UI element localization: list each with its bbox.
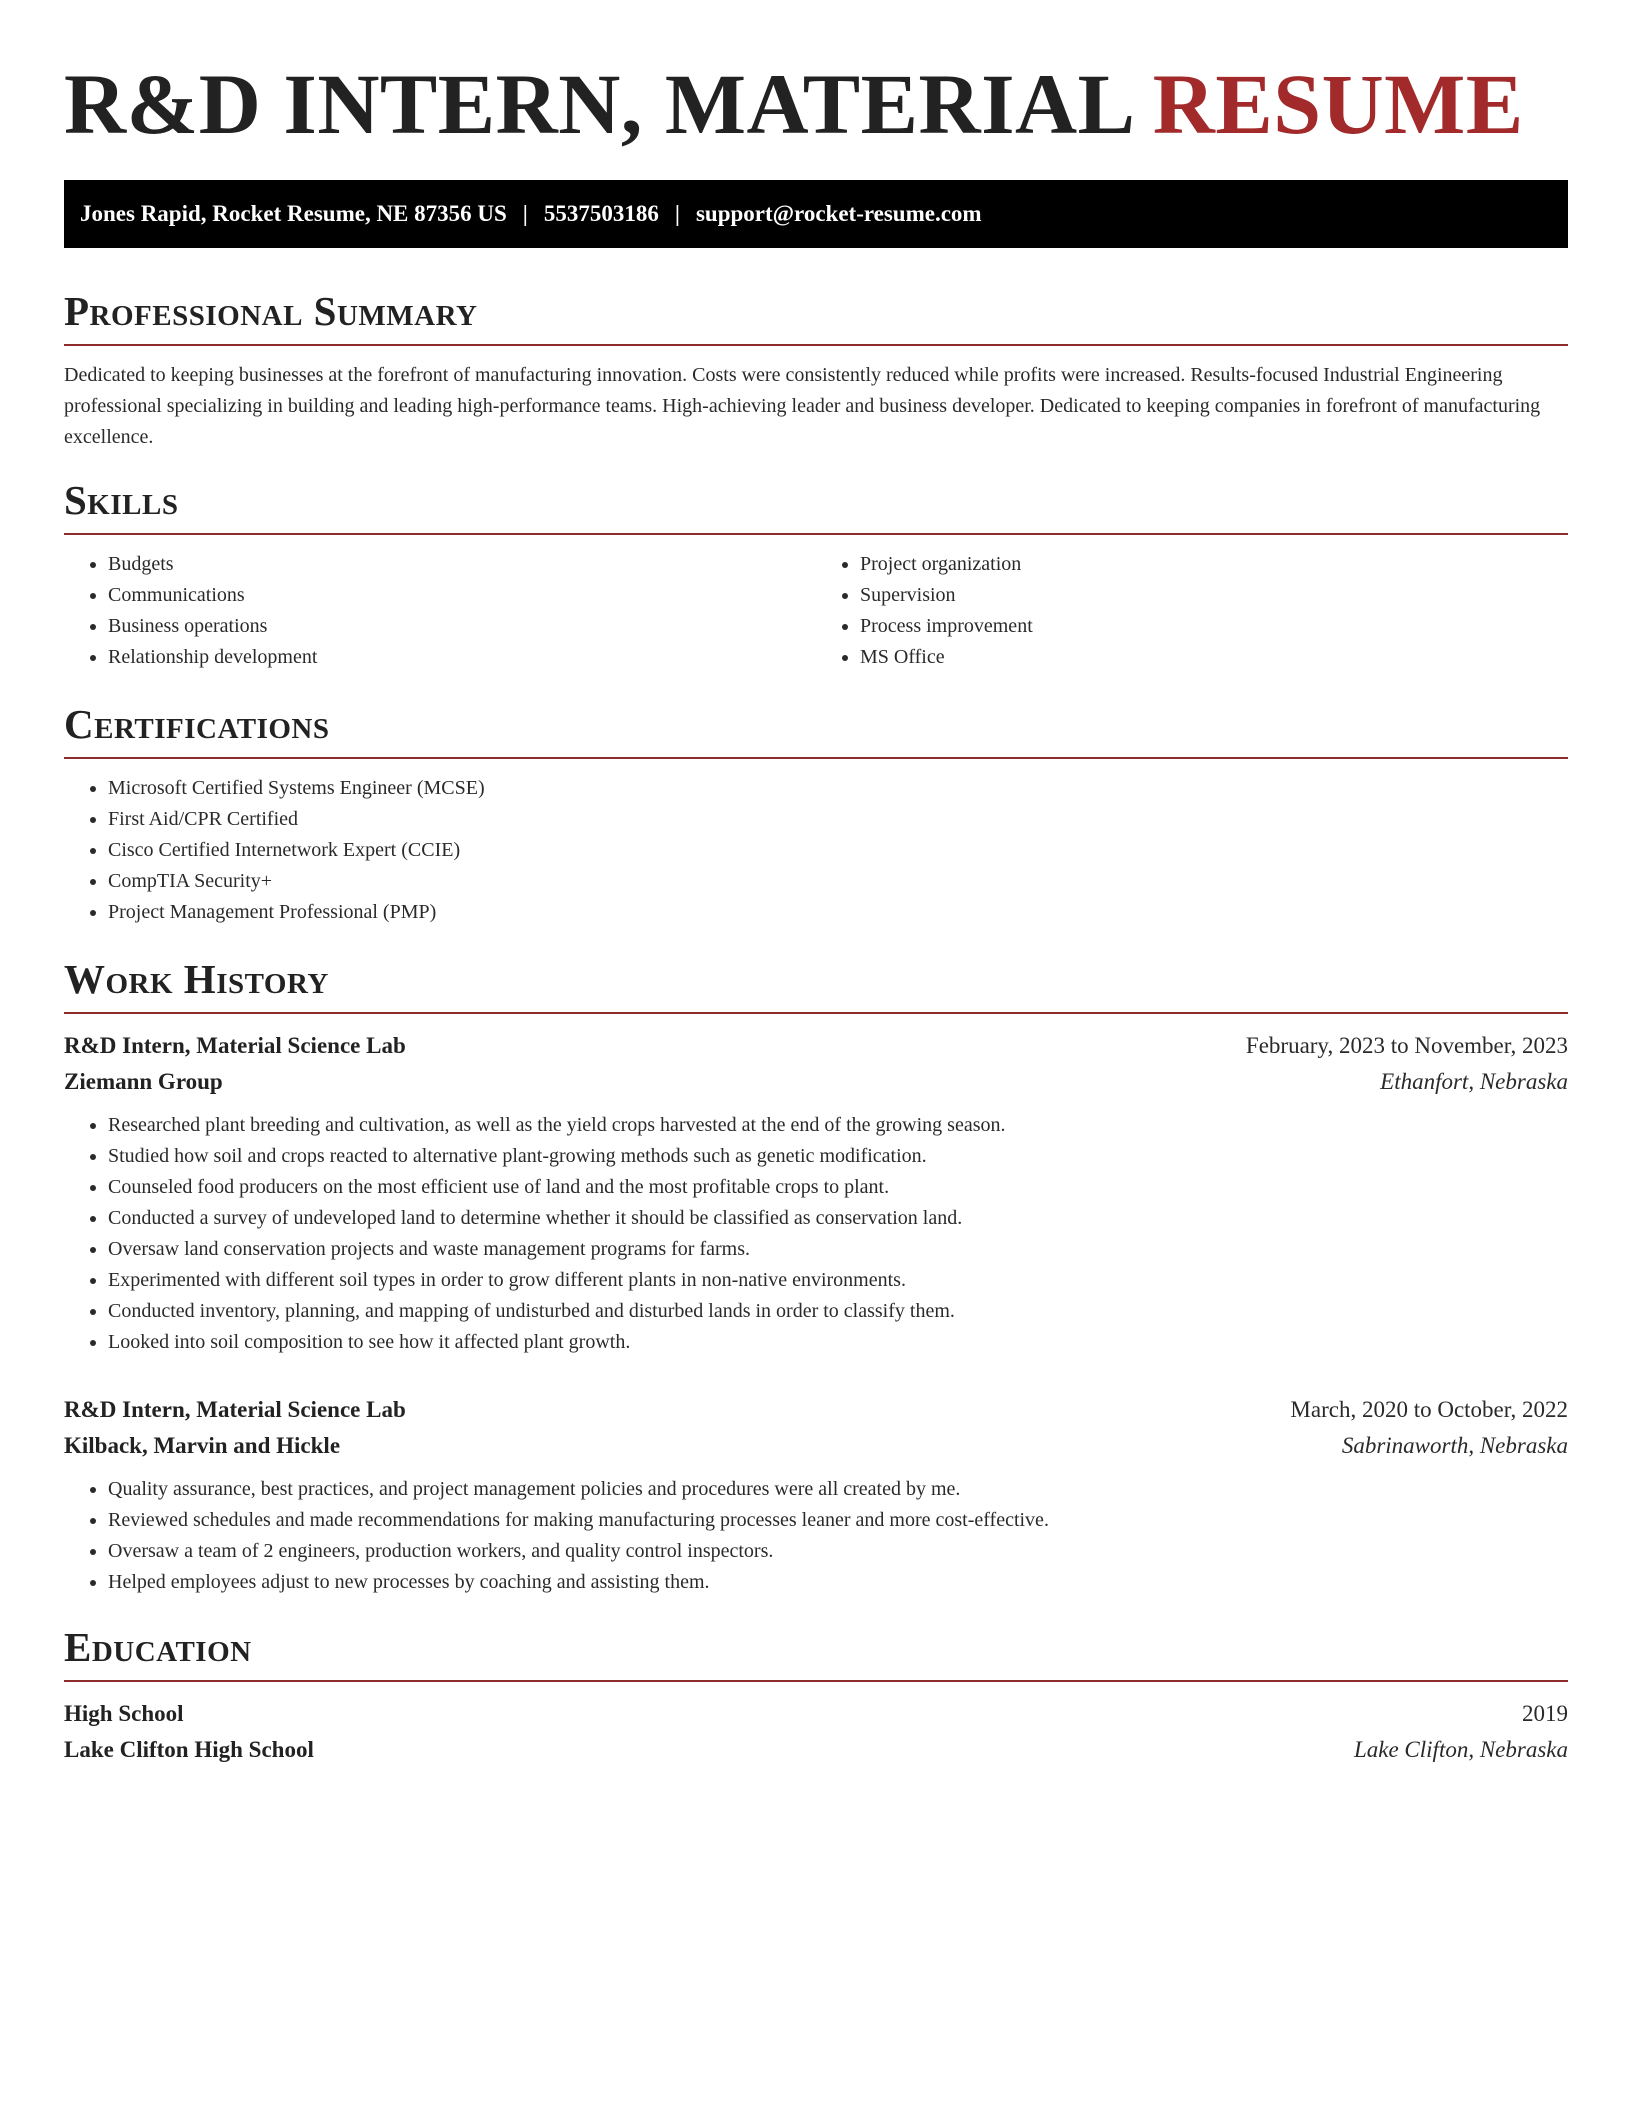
skill-item: • Business operations xyxy=(108,611,816,642)
section-divider xyxy=(64,533,1568,535)
section-heading: Education xyxy=(64,1624,252,1670)
skill-item: • Supervision xyxy=(860,580,1568,611)
skill-item: • Process improvement xyxy=(860,611,1568,642)
skill-item: • Communications xyxy=(108,580,816,611)
job-location: Sabrinaworth, Nebraska xyxy=(1341,1433,1568,1458)
job-location: Ethanfort, Nebraska xyxy=(1380,1069,1568,1094)
certifications-section xyxy=(64,701,1568,928)
job-title: R&D Intern, Material Science Lab xyxy=(64,1033,406,1058)
job-company-row xyxy=(64,1064,1568,1100)
certification-item: • First Aid/CPR Certified xyxy=(108,804,1568,835)
certifications-list xyxy=(64,773,1568,928)
job-bullets xyxy=(64,1474,1568,1598)
skills-section xyxy=(64,477,1568,673)
section-divider xyxy=(64,1680,1568,1682)
contact-separator: | xyxy=(674,201,680,226)
skills-list-left xyxy=(64,549,816,673)
education-school-row xyxy=(64,1732,1568,1768)
skills-grid xyxy=(64,549,1568,673)
section-heading: Work History xyxy=(64,956,329,1002)
section-heading: Professional Summary xyxy=(64,288,478,334)
job-bullet: • Experimented with different soil types in order to grow different plants in non-native environments. xyxy=(108,1265,1568,1296)
job-title: R&D Intern, Material Science Lab xyxy=(64,1397,406,1422)
contact-address: Jones Rapid, Rocket Resume, NE 87356 US xyxy=(80,201,507,226)
education-degree-row xyxy=(64,1696,1568,1732)
contact-email: support@rocket-resume.com xyxy=(695,201,982,226)
work-history-section xyxy=(64,956,1568,1598)
certification-item: • Project Management Professional (PMP) xyxy=(108,897,1568,928)
section-divider xyxy=(64,757,1568,759)
job-company-row xyxy=(64,1428,1568,1464)
skill-item: • Budgets xyxy=(108,549,816,580)
job-entry xyxy=(64,1392,1568,1598)
summary-section xyxy=(64,288,1568,453)
job-title-row xyxy=(64,1028,1568,1064)
education-year: 2019 xyxy=(1522,1701,1568,1726)
title-main: R&D INTERN, MATERIAL xyxy=(64,56,1131,152)
skill-item: • MS Office xyxy=(860,642,1568,673)
job-bullet: • Researched plant breeding and cultivation, as well as the yield crops harvested at the end of the growing season. xyxy=(108,1110,1568,1141)
section-divider xyxy=(64,1012,1568,1014)
section-heading: Certifications xyxy=(64,701,330,747)
education-degree: High School xyxy=(64,1701,184,1726)
job-company: Ziemann Group xyxy=(64,1069,223,1094)
job-dates: March, 2020 to October, 2022 xyxy=(1290,1397,1568,1422)
skill-item: • Relationship development xyxy=(108,642,816,673)
section-divider xyxy=(64,344,1568,346)
job-bullet: • Quality assurance, best practices, and project management policies and procedures were all created by me. xyxy=(108,1474,1568,1505)
job-bullet: • Reviewed schedules and made recommendations for making manufacturing processes leaner and more cost-effective. xyxy=(108,1505,1568,1536)
title-accent: RESUME xyxy=(1152,56,1524,152)
job-bullet: • Conducted a survey of undeveloped land to determine whether it should be classified as conservation land. xyxy=(108,1203,1568,1234)
skill-item: • Project organization xyxy=(860,549,1568,580)
job-bullet: • Oversaw a team of 2 engineers, production workers, and quality control inspectors. xyxy=(108,1536,1568,1567)
job-bullet: • Counseled food producers on the most efficient use of land and the most profitable crops to plant. xyxy=(108,1172,1568,1203)
job-entry xyxy=(64,1028,1568,1358)
job-bullets xyxy=(64,1110,1568,1358)
job-bullet: • Looked into soil composition to see how it affected plant growth. xyxy=(108,1327,1568,1358)
job-bullet: • Helped employees adjust to new processes by coaching and assisting them. xyxy=(108,1567,1568,1598)
summary-text: Dedicated to keeping businesses at the forefront of manufacturing innovation. Costs were consistently reduced while profits were increased. Results-focused Industrial Engineering professional specializing in building and leading high-performance teams. High-achieving leader and business developer. Dedicated to keeping companies in forefront of manufacturing excellence. xyxy=(64,364,1541,448)
education-school: Lake Clifton High School xyxy=(64,1737,314,1762)
contact-bar xyxy=(64,180,1568,248)
job-bullet: • Studied how soil and crops reacted to alternative plant-growing methods such as genetic modification. xyxy=(108,1141,1568,1172)
skills-list-right xyxy=(816,549,1568,673)
job-bullet: • Conducted inventory, planning, and mapping of undisturbed and disturbed lands in order to classify them. xyxy=(108,1296,1568,1327)
resume-title xyxy=(64,58,1568,150)
contact-separator: | xyxy=(522,201,528,226)
contact-phone: 5537503186 xyxy=(543,201,659,226)
education-section xyxy=(64,1624,1568,1768)
education-location: Lake Clifton, Nebraska xyxy=(1353,1737,1568,1762)
job-title-row xyxy=(64,1392,1568,1428)
certification-item: • CompTIA Security+ xyxy=(108,866,1568,897)
job-bullet: • Oversaw land conservation projects and waste management programs for farms. xyxy=(108,1234,1568,1265)
job-company: Kilback, Marvin and Hickle xyxy=(64,1433,341,1458)
certification-item: • Microsoft Certified Systems Engineer (MCSE) xyxy=(108,773,1568,804)
job-dates: February, 2023 to November, 2023 xyxy=(1245,1033,1568,1058)
section-heading: Skills xyxy=(64,477,179,523)
certification-item: • Cisco Certified Internetwork Expert (CCIE) xyxy=(108,835,1568,866)
